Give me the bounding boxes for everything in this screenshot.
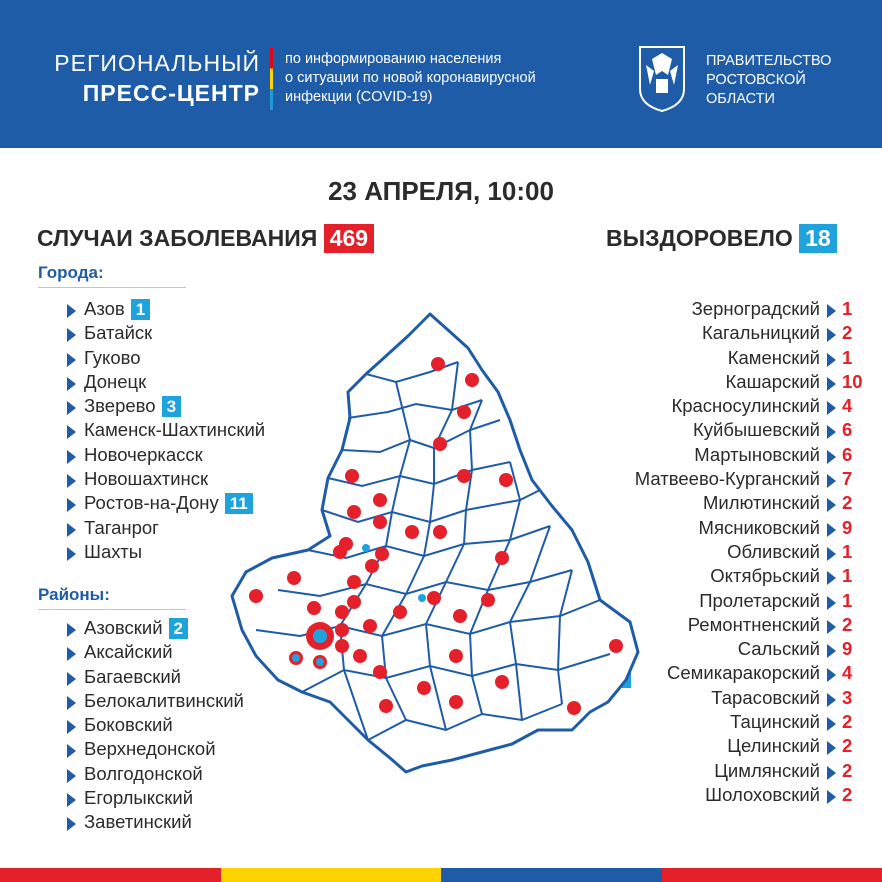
case-count: 1 — [842, 298, 853, 319]
location-label: Батайск — [84, 322, 153, 344]
desc-line-2: о ситуации по новой коронавирусной — [285, 70, 536, 86]
arrow-right-icon — [827, 425, 836, 439]
coat-of-arms-icon — [638, 45, 686, 113]
district-name: Пролетарский — [699, 589, 820, 611]
bottom-color-strip — [0, 868, 882, 882]
case-count: 6 — [842, 443, 853, 465]
district-name: Мартыновский — [694, 443, 820, 465]
location-label: Егорлыкский — [84, 787, 194, 809]
arrow-right-icon — [827, 620, 836, 634]
strip-red — [0, 868, 221, 882]
arrow-right-icon — [67, 304, 76, 318]
rostov-region-map — [220, 300, 660, 780]
case-count: 9 — [842, 516, 853, 538]
arrow-right-icon — [67, 450, 76, 464]
arrow-right-icon — [827, 790, 836, 804]
arrow-right-icon — [827, 377, 836, 391]
location-name — [84, 811, 192, 833]
arrow-right-icon — [67, 547, 76, 561]
location-label: Азовский — [84, 617, 163, 638]
case-count: 2 — [842, 613, 853, 635]
location-name — [84, 714, 173, 736]
location-name — [84, 395, 181, 417]
report-date: 23 АПРЕЛЯ, 10:00 — [328, 176, 554, 206]
header-banner — [0, 0, 882, 148]
strip-blue — [441, 868, 662, 882]
arrow-right-icon — [827, 741, 836, 755]
district-name: Шолоховский — [705, 783, 820, 805]
district-name: Куйбышевский — [692, 419, 820, 441]
case-count: 2 — [842, 735, 853, 757]
arrow-right-icon — [827, 450, 836, 464]
cities-group-label: Города: — [38, 263, 104, 282]
case-count: 3 — [842, 686, 853, 708]
location-name — [84, 371, 146, 393]
district-name: Целинский — [727, 735, 820, 757]
recovered-label: ВЫЗДОРОВЕЛО — [606, 225, 793, 251]
case-count: 4 — [842, 662, 853, 684]
districts-group-label: Районы: — [38, 585, 110, 604]
district-name: Кагальницкий — [701, 322, 820, 344]
arrow-right-icon — [67, 353, 76, 367]
press-center-title-line2: ПРЕСС-ЦЕНТР — [82, 80, 260, 106]
arrow-right-icon — [827, 523, 836, 537]
location-label: Ростов-на-Дону — [84, 492, 219, 514]
arrow-right-icon — [827, 547, 836, 561]
gov-line-1: ПРАВИТЕЛЬСТВО — [706, 53, 832, 69]
location-name — [84, 541, 142, 563]
arrow-right-icon — [67, 623, 76, 637]
arrow-right-icon — [827, 328, 836, 342]
strip-yellow — [221, 868, 442, 882]
arrow-right-icon — [827, 766, 836, 780]
case-count: 2 — [842, 783, 853, 805]
recovered-heading — [606, 224, 837, 253]
arrow-right-icon — [827, 693, 836, 707]
recovered-badge: 2 — [169, 618, 188, 639]
district-name: Обливский — [727, 540, 820, 562]
desc-line-3: инфекции (COVID-19) — [285, 89, 433, 105]
location-label: Каменск-Шахтинский — [84, 419, 266, 441]
location-label: Боковский — [84, 714, 173, 736]
arrow-right-icon — [827, 717, 836, 731]
district-name: Тарасовский — [711, 686, 820, 708]
arrow-right-icon — [67, 696, 76, 710]
arrow-right-icon — [67, 672, 76, 686]
location-name — [84, 517, 159, 539]
location-label: Багаевский — [84, 665, 181, 687]
cases-label: СЛУЧАИ ЗАБОЛЕВАНИЯ — [37, 225, 318, 251]
case-count: 2 — [842, 759, 853, 781]
gov-line-2: РОСТОВСКОЙ — [706, 72, 806, 88]
location-name — [84, 617, 188, 639]
arrow-right-icon — [827, 596, 836, 610]
case-count: 7 — [842, 468, 853, 490]
arrow-right-icon — [67, 647, 76, 661]
location-name — [84, 298, 150, 320]
location-label: Аксайский — [84, 641, 173, 663]
case-count: 1 — [842, 346, 853, 368]
location-name — [84, 444, 203, 466]
district-name: Октябрьский — [710, 565, 820, 587]
location-label: Заветинский — [84, 811, 192, 833]
case-count: 2 — [842, 711, 853, 733]
arrow-right-icon — [827, 498, 836, 512]
district-name: Матвеево-Курганский — [634, 468, 820, 490]
district-name: Каменский — [727, 346, 820, 368]
location-name — [84, 347, 141, 369]
press-center-description — [285, 50, 605, 107]
press-center-title-line1: РЕГИОНАЛЬНЫЙ — [54, 50, 260, 76]
arrow-right-icon — [827, 668, 836, 682]
arrow-right-icon — [67, 817, 76, 831]
cases-heading — [37, 224, 374, 253]
case-count: 2 — [842, 322, 853, 344]
list-item — [462, 784, 882, 808]
cities-divider — [38, 287, 186, 288]
district-name: Цимлянский — [714, 759, 820, 781]
case-count: 4 — [842, 395, 853, 417]
district-name: Милютинский — [702, 492, 820, 514]
location-label: Волгодонской — [84, 762, 203, 784]
case-count: 1 — [842, 540, 853, 562]
districts-divider — [38, 609, 186, 610]
arrow-right-icon — [67, 720, 76, 734]
district-name: Ремонтненский — [687, 613, 820, 635]
cases-total-badge: 469 — [324, 224, 374, 253]
arrow-right-icon — [67, 401, 76, 415]
location-name — [84, 468, 208, 490]
government-name — [706, 52, 866, 109]
arrow-right-icon — [827, 571, 836, 585]
arrow-right-icon — [67, 523, 76, 537]
location-label: Новошахтинск — [84, 468, 209, 490]
arrow-right-icon — [827, 401, 836, 415]
district-name: Сальский — [737, 638, 820, 660]
location-label: Верхнедонской — [84, 738, 216, 760]
case-count: 2 — [842, 492, 853, 514]
location-name — [84, 738, 216, 760]
district-name: Кашарский — [725, 370, 820, 392]
strip-red-2 — [662, 868, 882, 882]
location-label: Азов — [84, 298, 125, 319]
recovered-badge: 3 — [162, 396, 181, 417]
location-label: Донецк — [84, 370, 147, 392]
location-label: Шахты — [84, 540, 143, 562]
arrow-right-icon — [827, 353, 836, 367]
arrow-right-icon — [827, 474, 836, 488]
arrow-right-icon — [67, 328, 76, 342]
location-name — [84, 641, 173, 663]
case-count: 1 — [842, 565, 853, 587]
arrow-right-icon — [67, 769, 76, 783]
gov-line-3: ОБЛАСТИ — [706, 91, 775, 107]
location-label: Белокалитвинский — [84, 689, 244, 711]
recovered-badge: 1 — [131, 299, 150, 320]
location-label: Зверево — [84, 395, 156, 417]
location-name — [84, 787, 193, 809]
location-label: Гуково — [84, 346, 141, 368]
district-name: Зерноградский — [691, 298, 820, 319]
case-count: 9 — [842, 638, 853, 660]
desc-line-1: по информированию населения — [285, 51, 502, 67]
location-label: Таганрог — [84, 516, 159, 538]
location-label: Новочеркасск — [84, 443, 203, 465]
arrow-right-icon — [67, 474, 76, 488]
district-name: Тацинский — [730, 711, 820, 733]
case-count: 6 — [842, 419, 853, 441]
case-count: 1 — [842, 589, 853, 611]
arrow-right-icon — [67, 498, 76, 512]
recovered-badge: 11 — [225, 493, 253, 514]
arrow-right-icon — [827, 304, 836, 318]
location-name — [84, 763, 203, 785]
district-name: Красносулинский — [671, 395, 820, 417]
recovered-total-badge: 18 — [799, 224, 837, 253]
arrow-right-icon — [67, 793, 76, 807]
location-name — [84, 322, 152, 344]
arrow-right-icon — [67, 425, 76, 439]
tricolor-divider — [270, 48, 273, 110]
arrow-right-icon — [67, 377, 76, 391]
district-name: Мясниковский — [698, 516, 820, 538]
arrow-right-icon — [827, 644, 836, 658]
location-name — [84, 666, 181, 688]
case-count: 10 — [842, 370, 863, 392]
arrow-right-icon — [67, 744, 76, 758]
district-name: Семикаракорский — [667, 662, 820, 684]
